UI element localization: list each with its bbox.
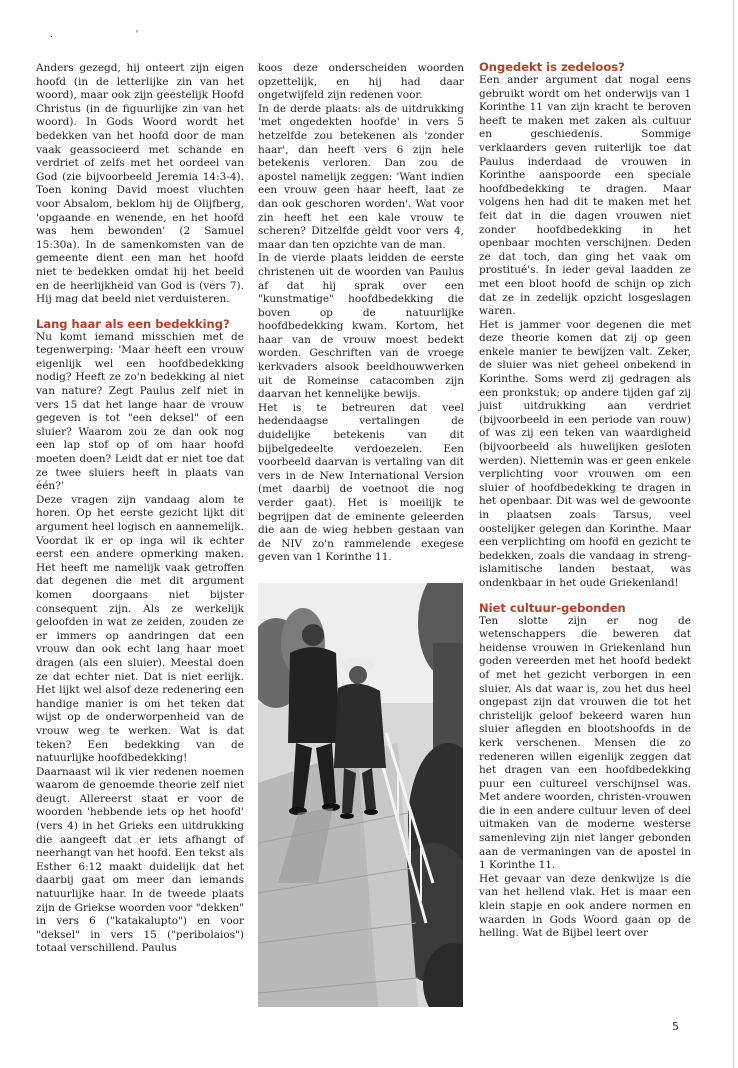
- paragraph: Het gevaar van deze denkwijze is die van het hellend vlak. Het is maar een klein stapje en ook andere normen en waarden in Gods Woord gaan op de helling. Wat de Bijbel leert over: [479, 872, 691, 940]
- column-1: [36, 62, 244, 956]
- paragraph: Nu komt iemand misschien met de tegenwerping: 'Maar heeft een vrouw eigenlijk wel een hoofdbedekking nodig? Heeft ze zo'n bedekking al niet van nature? Zegt Paulus zelf niet in vers 15 dat het lange haar de vrouw gegeven is tot "een deksel" of een sluier? Waarom zou ze dan ook nog een lap stof op of om haar hoofd moeten doen? Leidt dat er niet toe dat ze twee sluiers heeft in plaats van één?': [36, 330, 244, 493]
- page-edge-line: [733, 0, 734, 1068]
- paragraph: Het is jammer voor degenen die met deze theorie komen dat zij op geen enkele manier te bewijzen valt. Zeker, de sluier was niet geheel onbekend in Korinthe. Soms werd zij gedragen als een pronkstuk; op andere tijden gaf zij juist uitdrukking aan verdriet (bijvoorbeeld in een periode van rouw) of was zij een teken van waardigheid (bijvoorbeeld als huwelijken gesloten werden). Niettemin was er geen enkele verplichting voor vrouwen om een sluier of hoofdbedekking te dragen in het openbaar. Dit was wel de gewoonte in plaatsen zoals Tarsus, veel oostelijker gelegen dan Korinthe. Maar een verplichting om hoofd en gezicht te bedekken, zoals die vandaag in streng-islamitische landen bestaat, was ondenkbaar in het oude Griekenland!: [479, 318, 691, 589]
- scan-marks: . ': [50, 30, 179, 40]
- section-heading-uncovered: Ongedekt is zedeloos?: [479, 60, 625, 74]
- paragraph: In de vierde plaats leidden de eerste christenen uit de woorden van Paulus af dat hij sprak over een "kunstmatige" hoofdbedekking die boven op de natuurlijke hoofdbedekking kwam. Kortom, het haar van de vrouw moest bedekt worden. Geschriften van de vroege kerkvaders alsook beeldhouwwerken uit de Romeinse catacomben zijn daarvan het kennelijke bewijs.: [258, 252, 464, 401]
- paragraph: Het is te betreuren dat veel hedendaagse vertalingen de duidelijke betekenis van dit bijbelgedeelte verdoezelen. Een voorbeeld daarvan is vertaling van dit vers in de New International Version (met daarbij de voetnoot die nog verder gaat). Het is moeilijk te begrijpen dat de eminente geleerden die aan de wieg hebben gestaan van de NIV zo'n rammelende exegese geven van 1 Korinthe 11.: [258, 401, 464, 564]
- column-3: [479, 62, 691, 941]
- column-2: [258, 62, 464, 565]
- paragraph: Een ander argument dat nogal eens gebruikt wordt om het onderwijs van 1 Korinthe 11 van zijn kracht te beroven heeft te maken met zaken als cultuur en geschiedenis. Sommige verklaarders geven ruiterlijk toe dat Paulus inderdaad de vrouwen in Korinthe aanspoorde een speciale hoofdbedekking te dragen. Maar volgens hen had dit te maken met het feit dat in die dagen vrouwen niet zonder hoofdbedekking in het openbaar mochten verschijnen. Deden ze dat toch, dan ging het vaak om prostitué's. In ieder geval laadden ze met een bloot hoofd de schijn op zich dat ze in zedelijk opzicht losgeslagen waren.: [479, 74, 691, 318]
- page-number: 5: [672, 1020, 679, 1033]
- section-heading-not-cultural: Niet cultuur-gebonden: [479, 600, 626, 615]
- paragraph: In de derde plaats: als de uitdrukking 'met ongedekten hoofde' in vers 5 hetzelfde zou betekenen als 'zonder haar', dan heeft vers 6 zijn hele betekenis verloren. Dan zou de apostel namelijk zeggen: 'Want indien een vrouw geen haar heeft, laat ze dan ook geschoren worden'. Wat voor zin heeft het een kale vrouw te scheren? Ditzelfde geldt voor vers 4, maar dan ten opzichte van de man.: [258, 102, 464, 251]
- paragraph: Anders gezegd, hij onteert zijn eigen hoofd (in de letterlijke zin van het woord), maar ook zijn geestelijk Hoofd Christus (in de figuurlijke zin van het woord). In Gods Woord wordt het bedekken van het hoofd door de man vaak geassocieerd met schande en verdriet of zelfs met het oordeel van God (zie bijvoorbeeld Jeremia 14:3-4). Toen koning David moest vluchten voor Absalom, beklom hij de Olijfberg, 'opgaande en wenende, en het hoofd was hem bewonden' (2 Samuel 15:30a). In de samenkomsten van de gemeente dient een man het hoofd niet te bedekken omdat hij het beeld en de heerlijkheid van God is (vers 7). Hij mag dat beeld niet verduisteren.: [36, 62, 244, 306]
- paragraph: Ten slotte zijn er nog de wetenschappers die beweren dat heidense vrouwen in Griekenland hun goden vereerden met het hoofd bedekt of met het gezicht verborgen in een sluier. Als dat waar is, zou het dus heel ongepast zijn dat vrouwen die tot het christelijk geloof bekeerd waren hun sluier aflegden en blootshoofds in de kerk verschenen. Mensen die zo redeneren willen eigenlijk zeggen dat het dragen van een hoofdbedekking puur een cultureel verschijnsel was. Met andere woorden, christen-vrouwen die in een andere cultuur leven of deel uitmaken van de moderne westerse samenleving zijn niet langer gebonden aan de vermaningen van de apostel in 1 Korinthe 11.: [479, 614, 691, 872]
- paragraph: koos deze onderscheiden woorden opzettelijk, en hij had daar ongetwijfeld zijn redenen voor.: [258, 62, 464, 102]
- photo-couple-walking: [258, 583, 463, 1007]
- paragraph: Daarnaast wil ik vier redenen noemen waarom de genoemde theorie zelf niet deugt. Allereerst staat er voor de woorden 'hebbende iets op het hoofd' (vers 4) in het Grieks een uitdrukking die aangeeft dat er iets afhangt of neerhangt van het hoofd. Een tekst als Esther 6:12 maakt duidelijk dat het daarbij gaat om meer dan iemands natuurlijke haar. In de tweede plaats zijn de Griekse woorden voor "dekken" in vers 6 ("katakalupto") en voor "deksel" in vers 15 ("peribolaios") totaal verschillend. Paulus: [36, 765, 244, 955]
- paragraph: Deze vragen zijn vandaag alom te horen. Op het eerste gezicht lijkt dit argument heel logisch en aannemelijk. Voordat ik er op inga wil ik echter eerst een andere opmerking maken. Het heeft me namelijk vaak getroffen dat degenen die met dit argument komen doorgaans niet bijster consequent zijn. Als ze werkelijk geloofden in wat ze zeiden, zouden ze er immers op aandringen dat een vrouw dan ook echt lang haar moet dragen (als een sluier). Meestal doen ze dat echter niet. Dat is niet eerlijk. Het lijkt wel alsof deze redenering een handige manier is om het teken dat wijst op de onderworpenheid van de vrouw weg te werken. Wat is dat teken? Een bedekking van de natuurlijke hoofdbedekking!: [36, 493, 244, 765]
- section-heading-long-hair: Lang haar als een bedekking?: [36, 316, 230, 331]
